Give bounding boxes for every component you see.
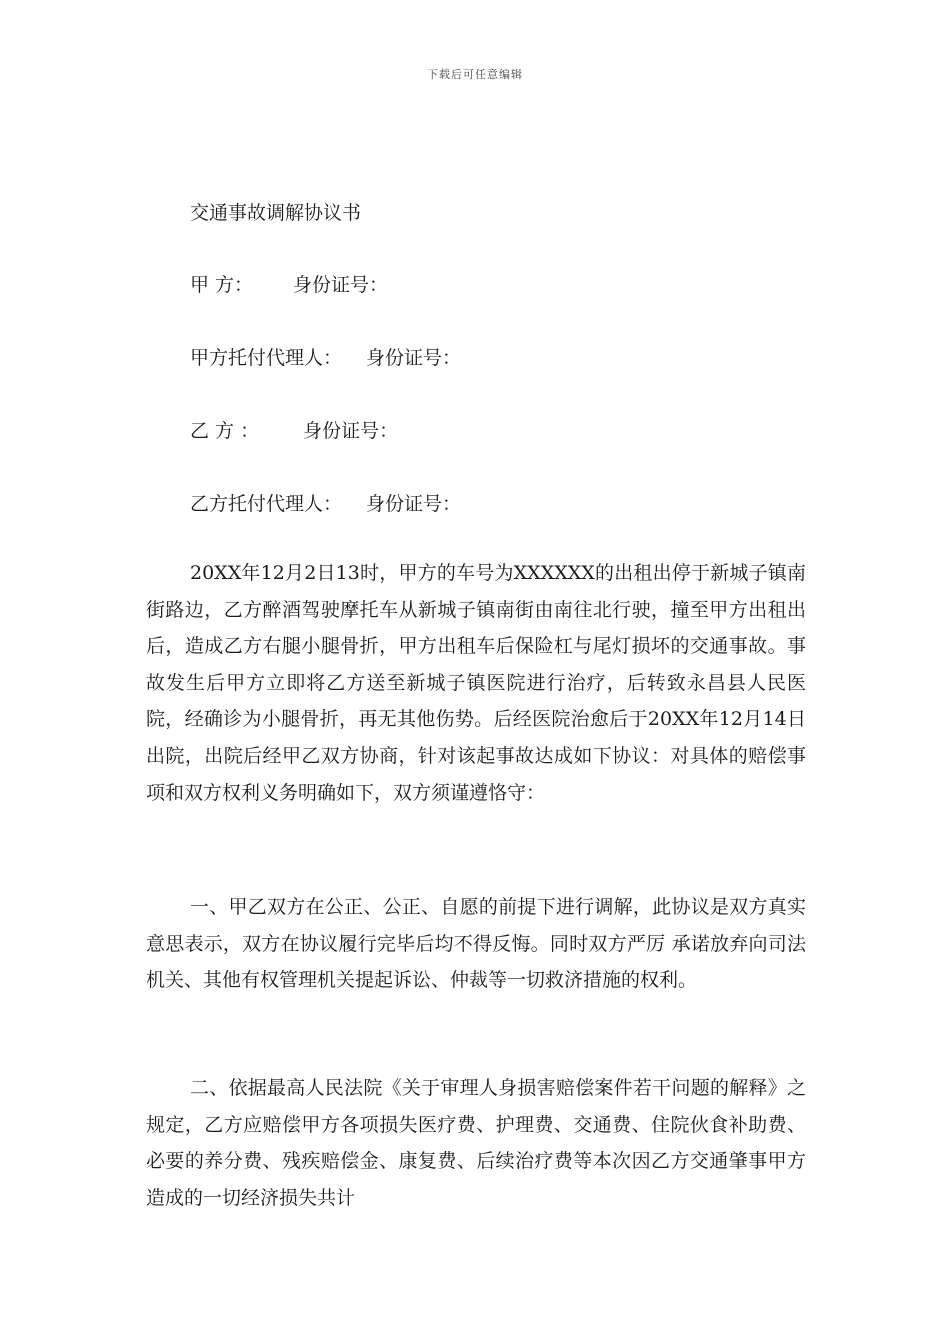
party-b-agent-label: 乙方托付代理人： <box>190 493 343 515</box>
paragraph-accident-description: 20XX年12月2日13时，甲方的车号为XXXXXX的出租出停于新城子镇南街路边，乙方醉酒驾驶摩托车从新城子镇南街由南往北行驶，撞至甲方出租出后，造成乙方右腿小腿骨折，甲方出租车后保险杠与尾灯损坏的交通事故。事故发生后甲方立即将乙方送至新城子镇医院进行治疗，后转致永昌县人民医院，经确诊为小腿骨折，再无其他伤势。后经医院治愈后于20XX年12月14日出院，出院后经甲乙双方协商，针对该起事故达成如下协议：对具体的赔偿事项和双方权利义务明确如下，双方须谨遵恪守： <box>146 562 806 804</box>
party-a-agent-label: 甲方托付代理人： <box>190 347 343 369</box>
party-a-label: 甲 方： <box>190 274 254 296</box>
party-a-agent-id-label: 身份证号： <box>366 347 462 369</box>
party-b-id-label: 身份证号： <box>303 420 399 442</box>
party-b-agent-id-label: 身份证号： <box>366 493 462 515</box>
download-note: 下载后可任意编辑 <box>427 68 523 81</box>
party-b-line <box>190 416 398 443</box>
paragraph-clause-two: 二、依据最高人民法院《关于审理人身损害赔偿案件若干问题的解释》之规定，乙方应赔偿甲方各项损失医疗费、护理费、交通费、住院伙食补助费、必要的养分费、残疾赔偿金、康复费、后续治疗费等本次因乙方交通肇事甲方造成的一切经济损失共计 <box>146 1077 806 1209</box>
party-b-agent-line <box>190 489 461 516</box>
party-a-agent-line <box>190 343 461 370</box>
document-title: 交通事故调解协议书 <box>190 202 362 224</box>
party-a-line <box>190 270 388 297</box>
paragraph-clause-one: 一、甲乙双方在公正、公正、自愿的前提下进行调解，此协议是双方真实意思表示，双方在协议履行完毕后均不得反悔。同时双方严厉 承诺放弃向司法机关、其他有权管理机关提起诉讼、仲裁等一切救济措施的权利。 <box>146 896 806 992</box>
party-b-label: 乙 方 ： <box>190 420 260 442</box>
party-a-id-label: 身份证号： <box>293 274 389 296</box>
